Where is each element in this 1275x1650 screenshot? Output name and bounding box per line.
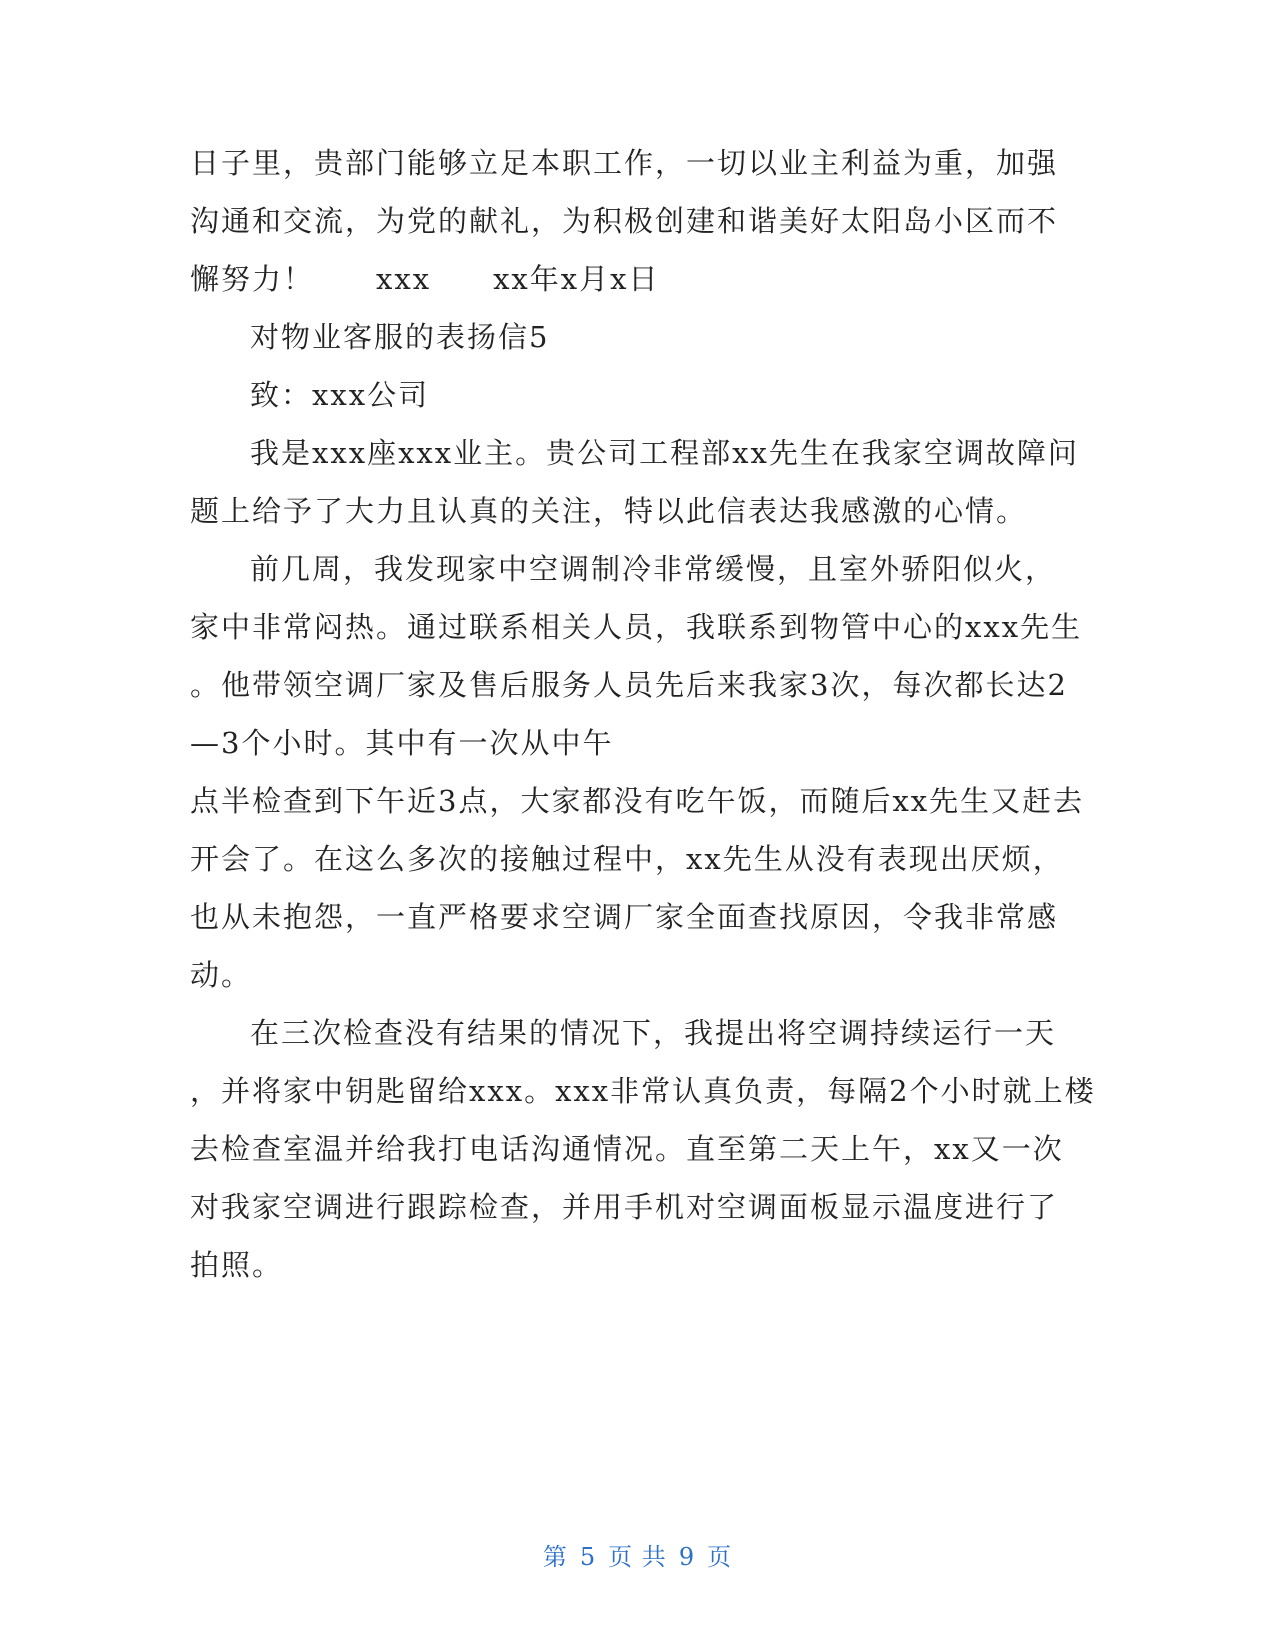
body-text-line: 日子里，贵部门能够立足本职工作，一切以业主利益为重，加强 [190,146,1059,180]
body-text-line: ，并将家中钥匙留给xxx。xxx非常认真负责，每隔2个小时就上楼 [190,1074,1096,1108]
body-text-line: 我是xxx座xxx业主。贵公司工程部xx先生在我家空调故障问 [250,436,1079,470]
current-page-number: 5 [579,1543,597,1571]
body-text-line: 也从未抱怨，一直严格要求空调厂家全面查找原因，令我非常感 [190,900,1059,934]
body-text-line: 题上给予了大力且认真的关注，特以此信表达我感激的心情。 [190,494,1028,528]
body-text-line: 家中非常闷热。通过联系相关人员，我联系到物管中心的xxx先生 [190,610,1083,644]
body-text-line: 前几周，我发现家中空调制冷非常缓慢，且室外骄阳似火， [250,552,1057,586]
footer-middle: 页 共 [608,1543,667,1571]
body-text-line: 。他带领空调厂家及售后服务人员先后来我家3次，每次都长达2 [190,668,1068,702]
salutation: 致：xxx公司 [250,378,430,412]
body-text-line: 对我家空调进行跟踪检查，并用手机对空调面板显示温度进行了 [190,1190,1059,1224]
section-title: 对物业客服的表扬信5 [250,320,550,354]
page-footer [0,1537,1275,1572]
footer-suffix: 页 [707,1543,733,1571]
footer-prefix: 第 [542,1543,568,1571]
body-text-line: 动。 [190,958,253,992]
total-pages-number: 9 [678,1543,696,1571]
body-text-line: 点半检查到下午近3点，大家都没有吃午饭，而随后xx先生又赶去 [190,784,1085,818]
body-text-line: 去检查室温并给我打电话沟通情况。直至第二天上午，xx又一次 [190,1132,1064,1166]
body-text-line: 沟通和交流，为党的献礼，为积极创建和谐美好太阳岛小区而不 [190,204,1059,238]
body-text-line: 在三次检查没有结果的情况下，我提出将空调持续运行一天 [250,1016,1057,1050]
body-text-line: 懈努力！ xxx xx年x月x日 [190,262,660,296]
body-text-line: 拍照。 [190,1248,284,1282]
body-text-line: 开会了。在这么多次的接触过程中，xx先生从没有表现出厌烦， [190,842,1064,876]
body-text-line: —3个小时。其中有一次从中午 [190,726,614,760]
